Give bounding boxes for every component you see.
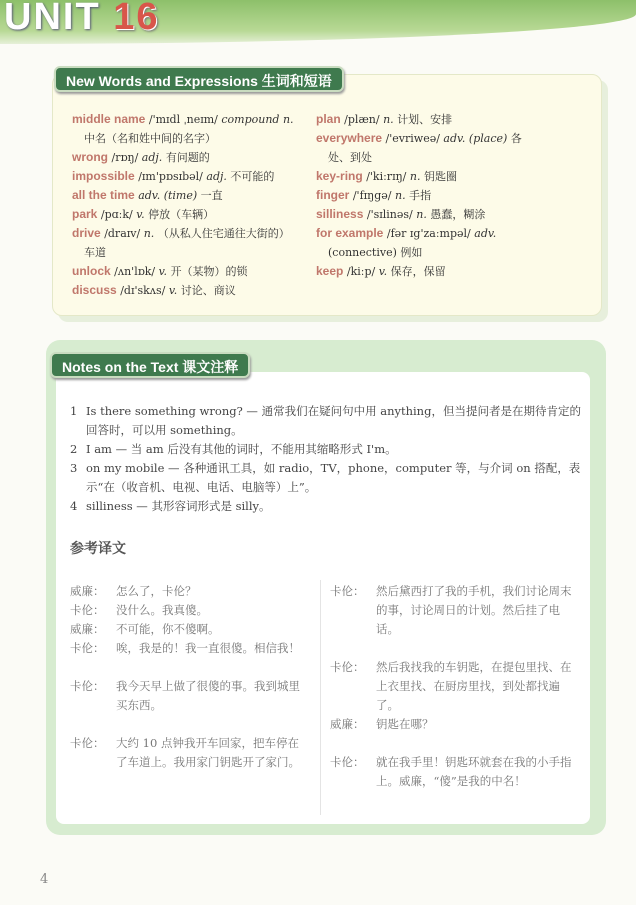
vocab-definition: 愚蠢，糊涂 (430, 208, 486, 221)
vocab-definition: 手指 (409, 189, 432, 202)
note-number: 3 (70, 461, 78, 475)
note-number: 2 (70, 442, 78, 456)
vocab-word: all the time (72, 188, 135, 202)
vocab-definition: （从私人住宅通往大街的） (157, 227, 290, 240)
speaker: 卡伦： (330, 660, 365, 674)
vocab-pos: adv. (time) (138, 189, 198, 202)
speaker: 威廉： (70, 622, 105, 636)
dialogue-line (70, 620, 310, 639)
dialogue-line (70, 677, 310, 715)
vocab-pos: n. (143, 227, 155, 240)
vocab-definition-cont: 处、到处 (328, 151, 372, 164)
spacer (330, 734, 580, 753)
utterance: 没什么。我真傻。 (116, 603, 208, 617)
vocab-definition-cont: 车道 (84, 246, 106, 259)
vocab-word: for example (316, 226, 384, 240)
vocab-phonetic: /'evriweə/ (385, 132, 440, 145)
spacer (70, 715, 310, 734)
unit-heading (4, 0, 160, 39)
spacer (330, 639, 580, 658)
vocab-pos: n. (383, 113, 394, 126)
vocab-pos: compound n. (221, 113, 294, 126)
vocab-entry (72, 148, 308, 167)
dialogue-line (330, 658, 580, 715)
vocab-definition: 开（某物）的锁 (170, 265, 248, 278)
note-text: Is there something wrong? — 通常我们在疑问句中用 anything，但当提问者是在期待肯定的回答时，可以用 something。 (86, 404, 581, 437)
speaker: 卡伦： (70, 603, 105, 617)
vocab-right-column (316, 110, 586, 281)
vocab-phonetic: /kiːp/ (346, 265, 376, 278)
vocab-definition: 计划、安排 (397, 113, 453, 126)
vocab-phonetic: /'fɪŋgə/ (352, 189, 392, 202)
vocab-entry (316, 110, 586, 129)
note-item (70, 497, 590, 516)
speaker: 卡伦： (70, 679, 105, 693)
vocab-phonetic: /dɪ'skʌs/ (120, 284, 166, 297)
vocab-word: unlock (72, 264, 111, 278)
utterance: 大约 10 点钟我开车回家，把车停在了车道上。我用家门钥匙开了家门。 (116, 736, 300, 769)
vocab-pos: v. (158, 265, 168, 278)
vocab-phonetic: /rɒŋ/ (111, 151, 139, 164)
dialogue-line (70, 582, 310, 601)
utterance: 就在我手里！钥匙环就套在我的小手指上。威廉，“傻”是我的中名！ (376, 755, 572, 788)
vocab-word: wrong (72, 150, 108, 164)
vocab-word: impossible (72, 169, 135, 183)
utterance: 怎么了，卡伦？ (116, 584, 197, 598)
vocab-entry (72, 205, 308, 224)
speaker: 卡伦： (330, 584, 365, 598)
vocab-entry (316, 186, 586, 205)
speaker: 卡伦： (70, 736, 105, 750)
vocab-phonetic: /ɪm'pɒsɪbəl/ (138, 170, 203, 183)
dialogue-line (330, 753, 580, 791)
notes-title: Notes on the Text 课文注释 (50, 352, 250, 378)
vocab-phonetic: /'sɪlinəs/ (366, 208, 413, 221)
vocab-word: finger (316, 188, 350, 202)
unit-number: 16 (113, 0, 160, 38)
vocab-word: drive (72, 226, 101, 240)
vocab-title: New Words and Expressions 生词和短语 (54, 66, 344, 92)
utterance: 唉，我是的！我一直很傻。相信我！ (116, 641, 300, 655)
notes-list (70, 402, 590, 516)
vocab-entry (72, 186, 308, 205)
vocab-phonetic: /ʌn'lɒk/ (114, 265, 156, 278)
utterance: 钥匙在哪？ (376, 717, 434, 731)
vocab-phonetic: /pɑːk/ (100, 208, 133, 221)
vocab-definition: 不可能的 (230, 170, 275, 183)
vocab-entry (316, 129, 586, 148)
vocab-pos: n. (395, 189, 406, 202)
note-text: silliness — 其形容词形式是 silly。 (86, 499, 271, 513)
note-item (70, 440, 590, 459)
vocab-entry (72, 262, 308, 281)
vocab-pos: v. (136, 208, 145, 221)
vocab-definition: 有问题的 (165, 151, 210, 164)
note-number: 1 (70, 404, 78, 418)
vocab-entry (316, 167, 586, 186)
utterance: 然后我找我的车钥匙，在提包里找、在上衣里找、在厨房里找，到处都找遍了。 (376, 660, 572, 712)
vocab-pos: v. (168, 284, 178, 297)
vocab-phonetic: /draɪv/ (104, 227, 141, 240)
vocab-definition: 各 (510, 132, 522, 145)
utterance: 不可能，你不傻啊。 (116, 622, 220, 636)
vocab-left-column (72, 110, 308, 300)
speaker: 威廉： (70, 584, 105, 598)
note-text: on my mobile — 各种通讯工具，如 radio，TV，phone，computer 等，与介词 on 搭配，表示“在（收音机、电视、电话、电脑等）上”。 (86, 461, 581, 494)
vocab-entry (316, 262, 586, 281)
unit-label: UNIT (4, 0, 101, 38)
dialogue-line (70, 601, 310, 620)
vocab-pos: adv. (474, 227, 497, 240)
translation-title: 参考译文 (70, 541, 126, 557)
vocab-pos: v. (378, 265, 388, 278)
dialogue-line (70, 639, 310, 658)
page-number: 4 (40, 872, 49, 887)
vocab-pos: adv. (place) (443, 132, 508, 145)
vocab-entry (316, 205, 586, 224)
vocab-entry (316, 224, 586, 243)
speaker: 威廉： (330, 717, 365, 731)
vocab-word: everywhere (316, 131, 383, 145)
dialogue-line (330, 582, 580, 639)
note-text: I am — 当 am 后没有其他的词时，不能用其缩略形式 I'm。 (86, 442, 397, 456)
dialogue-line (70, 734, 310, 772)
vocab-definition: 一直 (200, 189, 223, 202)
vocab-definition: 讨论、商议 (180, 284, 236, 297)
vocab-phonetic: /fər ɪg'zaːmpəl/ (386, 227, 471, 240)
note-number: 4 (70, 499, 78, 513)
vocab-word: park (72, 207, 98, 221)
note-item (70, 459, 590, 497)
vocab-definition: 停放（车辆） (148, 208, 215, 221)
vocab-definition: 钥匙圈 (423, 170, 457, 183)
vocab-definition: 保存，保留 (390, 265, 446, 278)
vocab-pos: n. (409, 170, 421, 183)
vocab-word: key-ring (316, 169, 363, 183)
vocab-entry (72, 281, 308, 300)
vocab-word: silliness (316, 207, 364, 221)
vocab-entry (72, 224, 308, 243)
translation-right (330, 582, 580, 791)
note-item (70, 402, 590, 440)
vocab-entry (72, 167, 308, 186)
vocab-entry (72, 110, 308, 129)
vocab-pos: adj. (141, 151, 163, 164)
vocab-phonetic: /'kiːrɪŋ/ (366, 170, 407, 183)
vocab-definition-cont: (connective) 例如 (328, 246, 423, 259)
vocab-pos: adj. (206, 170, 227, 183)
spacer (70, 658, 310, 677)
translation-left (70, 582, 310, 772)
vocab-pos: n. (416, 208, 427, 221)
vocab-word: keep (316, 264, 344, 278)
vocab-definition-cont: 中名（名和姓中间的名字） (84, 132, 216, 145)
speaker: 卡伦： (330, 755, 365, 769)
column-divider (320, 580, 321, 815)
dialogue-line (330, 715, 580, 734)
vocab-word: plan (316, 112, 341, 126)
utterance: 然后黛西打了我的手机，我们讨论周末的事，讨论周日的计划。然后挂了电话。 (376, 584, 572, 636)
vocab-word: discuss (72, 283, 117, 297)
vocab-phonetic: /'mɪdl ˌneɪm/ (148, 113, 218, 126)
vocab-phonetic: /plæn/ (344, 113, 380, 126)
speaker: 卡伦： (70, 641, 105, 655)
vocab-word: middle name (72, 112, 146, 126)
utterance: 我今天早上做了很傻的事。我到城里买东西。 (116, 679, 300, 712)
